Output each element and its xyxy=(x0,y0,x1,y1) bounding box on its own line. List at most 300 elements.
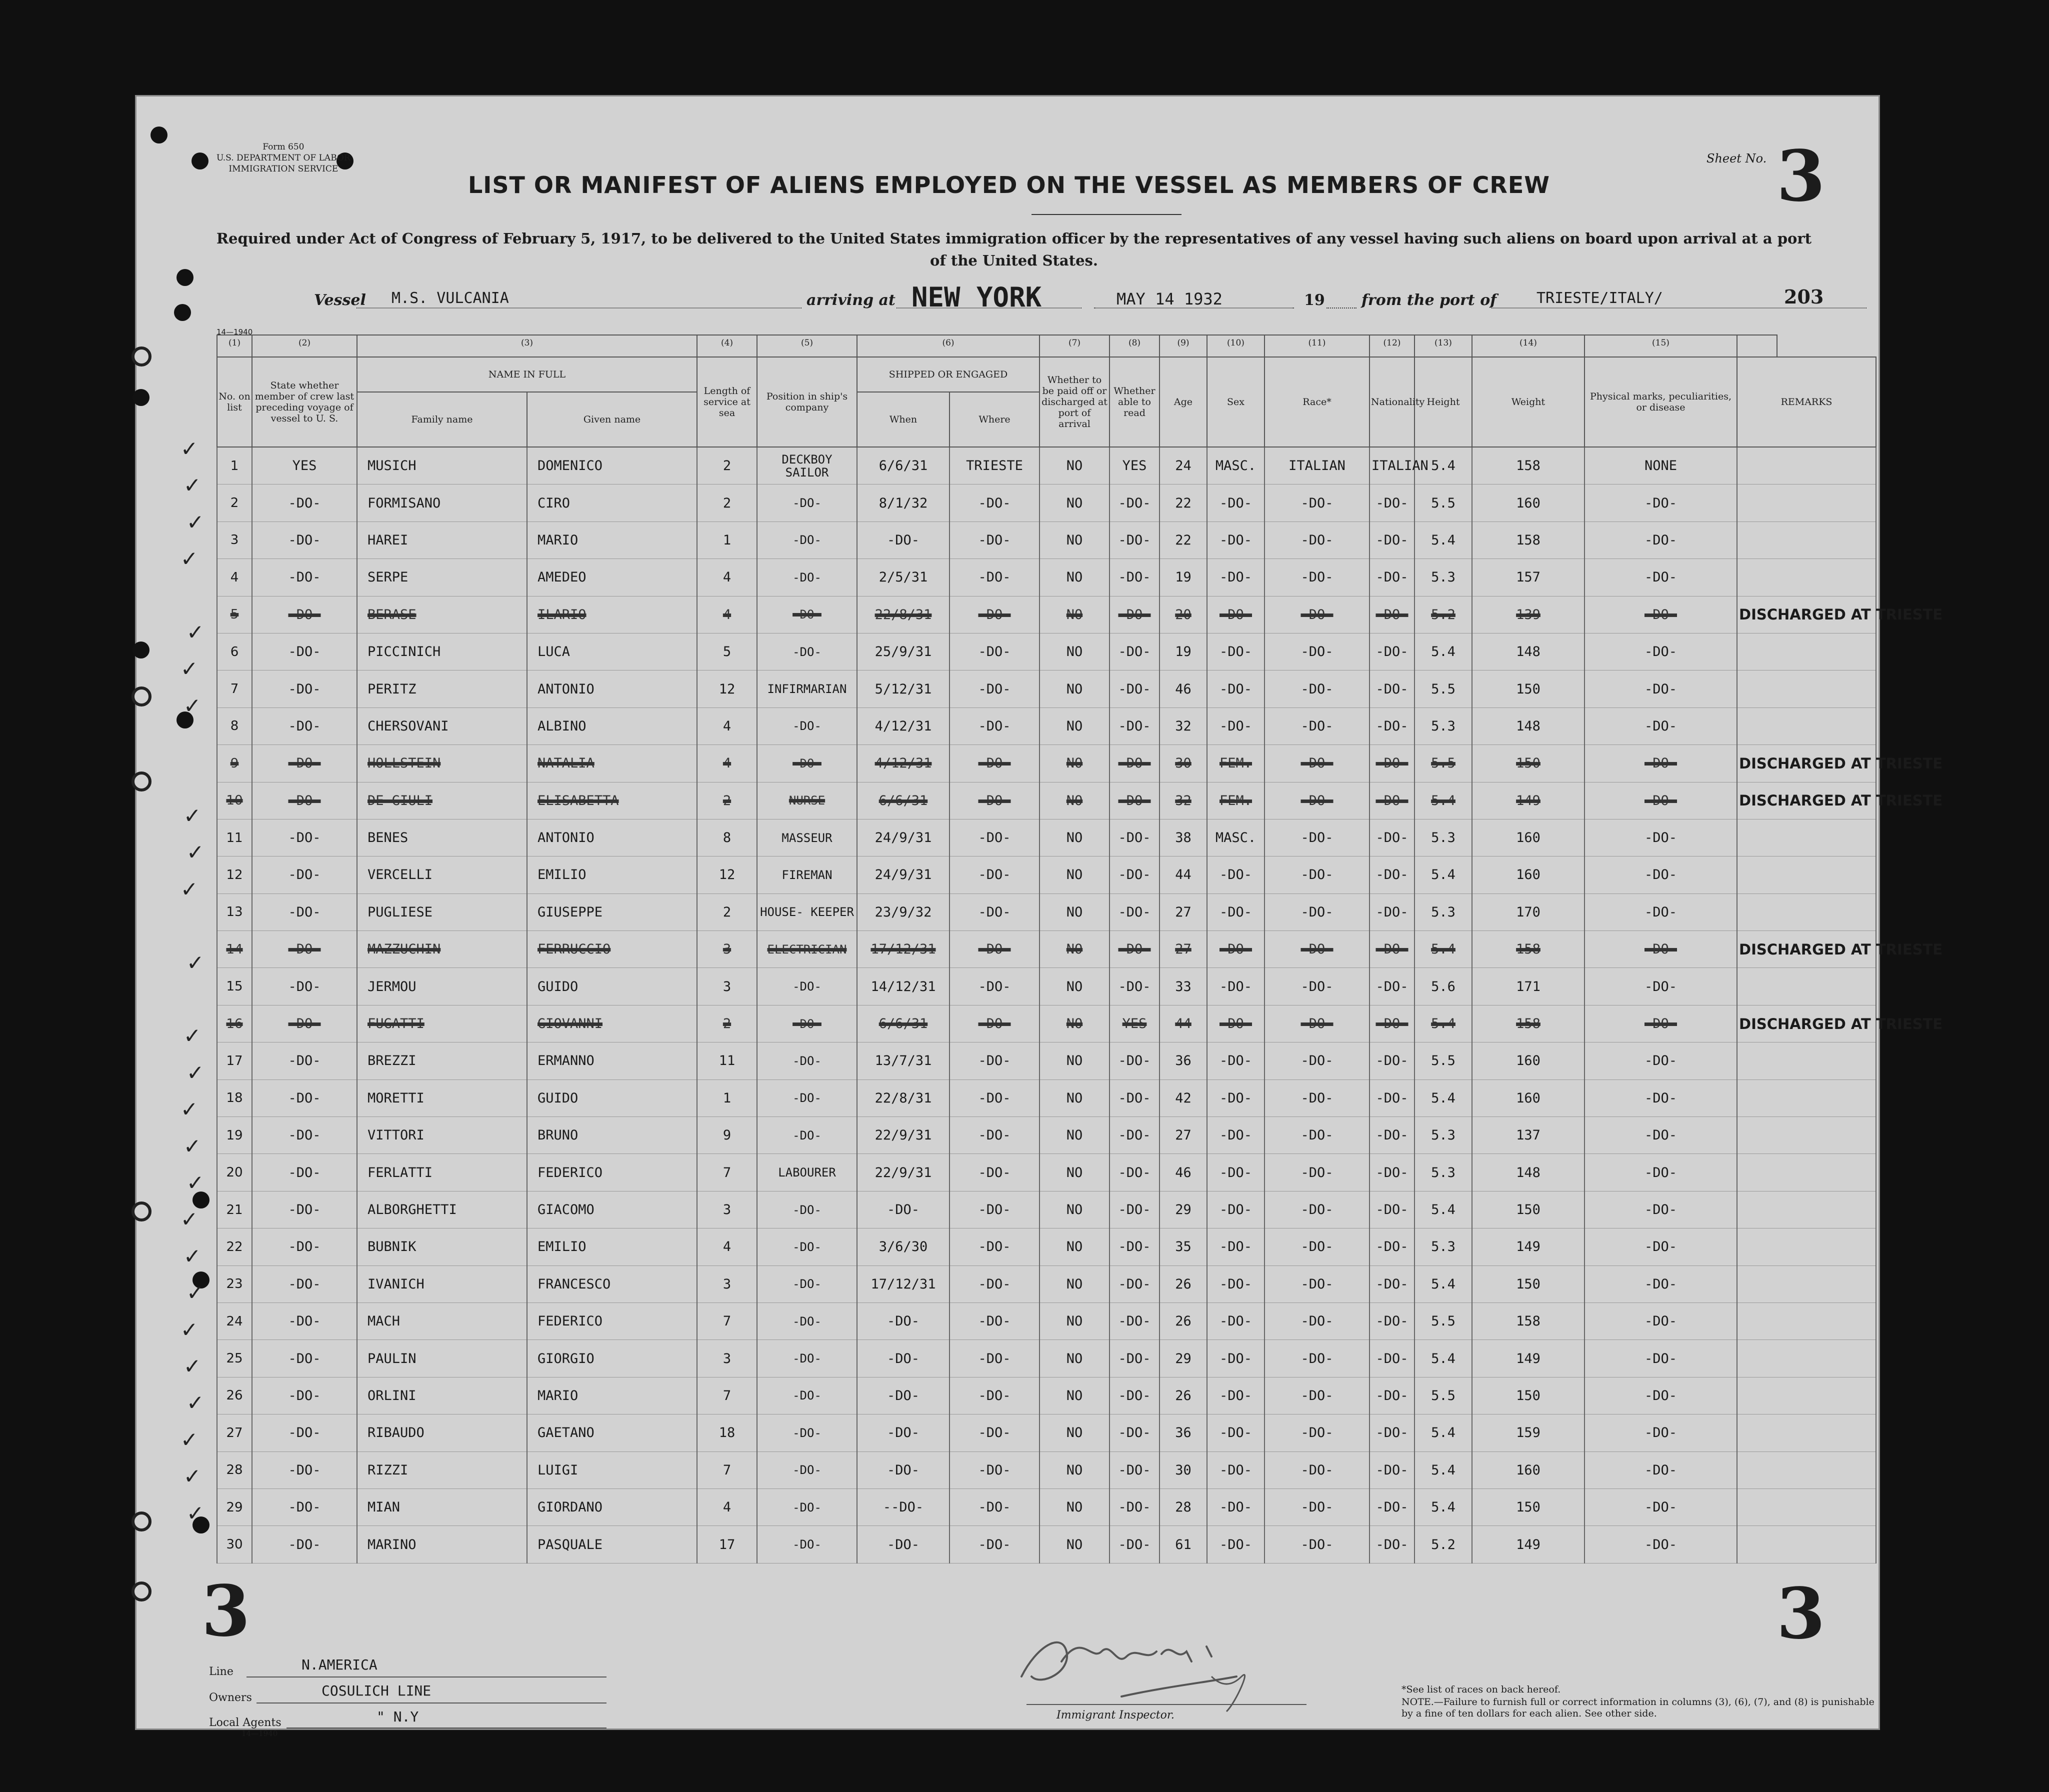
given-name-cell: BRUNO xyxy=(527,1117,697,1154)
check-mark-icon: ✓ xyxy=(180,546,198,572)
height-cell: 5.3 xyxy=(1414,559,1472,596)
page-title: LIST OR MANIFEST OF ALIENS EMPLOYED ON THE VESSEL AS MEMBERS OF CREW xyxy=(468,172,1550,198)
given-name-cell: GIUSEPPE xyxy=(527,894,697,930)
service-length-cell: 4 xyxy=(697,1488,757,1526)
weight-cell: 149 xyxy=(1472,1340,1584,1377)
agents-code: 14—1940 xyxy=(242,1729,278,1738)
table-row xyxy=(217,1414,1876,1452)
able-to-read-cell: -DO- xyxy=(1110,1191,1160,1228)
remarks-cell: DISCHARGED AT TRIESTE xyxy=(1737,596,1876,633)
race-cell: -DO- xyxy=(1264,782,1370,819)
paid-off-cell: NO xyxy=(1040,1526,1110,1563)
check-mark-icon: ✓ xyxy=(180,876,198,902)
nationality-cell: -DO- xyxy=(1370,484,1414,522)
able-to-read-cell: -DO- xyxy=(1110,1117,1160,1154)
position-cell: ELECTRICIAN xyxy=(757,931,857,968)
position-cell: -DO- xyxy=(757,633,857,670)
shipped-where-cell: -DO- xyxy=(950,484,1040,522)
given-name-cell: EMILIO xyxy=(527,1228,697,1266)
column-number: (9) xyxy=(1160,335,1207,357)
table-row xyxy=(217,745,1876,782)
header-length-of-service: Length of service at sea xyxy=(697,357,757,447)
position-cell: -DO- xyxy=(757,1340,857,1377)
shipped-where-cell: TRIESTE xyxy=(950,447,1040,484)
row-number: 3 xyxy=(217,522,252,558)
physical-marks-cell: -DO- xyxy=(1584,596,1737,633)
shipped-where-cell: -DO- xyxy=(950,1452,1040,1488)
remarks-cell xyxy=(1737,447,1876,484)
able-to-read-cell: -DO- xyxy=(1110,1266,1160,1302)
department-name: U.S. DEPARTMENT OF LABOR xyxy=(216,153,350,163)
remarks-cell xyxy=(1737,1340,1876,1377)
sex-cell: FEM. xyxy=(1207,745,1264,782)
sex-cell: -DO- xyxy=(1207,1266,1264,1302)
service-length-cell: 12 xyxy=(697,856,757,894)
punch-hole xyxy=(132,1582,152,1602)
physical-marks-cell: -DO- xyxy=(1584,1340,1737,1377)
shipped-when-cell: 24/9/31 xyxy=(857,819,950,856)
table-row xyxy=(217,559,1876,596)
nationality-cell: -DO- xyxy=(1370,559,1414,596)
column-number-blank xyxy=(1737,335,1777,357)
position-cell: -DO- xyxy=(757,559,857,596)
weight-cell: 158 xyxy=(1472,522,1584,558)
remarks-cell xyxy=(1737,1117,1876,1154)
shipped-where-cell: -DO- xyxy=(950,1005,1040,1042)
table-row xyxy=(217,1266,1876,1302)
position-cell: -DO- xyxy=(757,1414,857,1452)
able-to-read-cell: -DO- xyxy=(1110,522,1160,558)
remarks-cell xyxy=(1737,1488,1876,1526)
sex-cell: -DO- xyxy=(1207,559,1264,596)
previous-voyage-cell: -DO- xyxy=(252,1340,357,1377)
height-cell: 5.3 xyxy=(1414,819,1472,856)
physical-marks-cell: -DO- xyxy=(1584,1191,1737,1228)
shipped-when-cell: 25/9/31 xyxy=(857,633,950,670)
nationality-cell: -DO- xyxy=(1370,522,1414,558)
shipped-when-cell: 6/6/31 xyxy=(857,447,950,484)
service-length-cell: 7 xyxy=(697,1452,757,1488)
shipped-where-cell: -DO- xyxy=(950,1266,1040,1302)
race-cell: -DO- xyxy=(1264,1340,1370,1377)
service-length-cell: 4 xyxy=(697,596,757,633)
family-name-cell: FERLATTI xyxy=(357,1154,527,1191)
age-cell: 26 xyxy=(1160,1266,1207,1302)
check-mark-icon: ✓ xyxy=(184,1024,202,1048)
able-to-read-cell: -DO- xyxy=(1110,782,1160,819)
nationality-cell: -DO- xyxy=(1370,745,1414,782)
header-sex: Sex xyxy=(1207,357,1264,447)
family-name-cell: JERMOU xyxy=(357,968,527,1005)
remarks-cell xyxy=(1737,1042,1876,1080)
position-cell: NURSE xyxy=(757,782,857,819)
able-to-read-cell: -DO- xyxy=(1110,1488,1160,1526)
physical-marks-cell: -DO- xyxy=(1584,931,1737,968)
header-height: Height xyxy=(1414,357,1472,447)
paid-off-cell: NO xyxy=(1040,1266,1110,1302)
age-cell: 22 xyxy=(1160,484,1207,522)
weight-cell: 160 xyxy=(1472,1042,1584,1080)
age-cell: 29 xyxy=(1160,1191,1207,1228)
weight-cell: 150 xyxy=(1472,1191,1584,1228)
remarks-cell xyxy=(1737,1154,1876,1191)
sex-cell: -DO- xyxy=(1207,1005,1264,1042)
remarks-cell xyxy=(1737,1266,1876,1302)
check-mark-icon: ✓ xyxy=(186,950,204,975)
check-mark-icon: ✓ xyxy=(180,656,198,682)
shipped-where-cell: -DO- xyxy=(950,522,1040,558)
height-cell: 5.4 xyxy=(1414,447,1472,484)
previous-voyage-cell: -DO- xyxy=(252,819,357,856)
line-underline xyxy=(246,1676,606,1678)
header-weight: Weight xyxy=(1472,357,1584,447)
header-previous-voyage: State whether member of crew last preceding voyage of vessel to U. S. xyxy=(252,357,357,447)
remarks-cell xyxy=(1737,1080,1876,1116)
family-name-cell: MUSICH xyxy=(357,447,527,484)
previous-voyage-cell: -DO- xyxy=(252,1117,357,1154)
sex-cell: -DO- xyxy=(1207,1377,1264,1414)
paid-off-cell: NO xyxy=(1040,1414,1110,1452)
able-to-read-cell: -DO- xyxy=(1110,1377,1160,1414)
family-name-cell: HAREI xyxy=(357,522,527,558)
paid-off-cell: NO xyxy=(1040,968,1110,1005)
physical-marks-cell: -DO- xyxy=(1584,819,1737,856)
age-cell: 30 xyxy=(1160,1452,1207,1488)
from-label: from the port of xyxy=(1362,292,1497,309)
column-number: (15) xyxy=(1584,335,1737,357)
header-able-to-read: Whether able to read xyxy=(1110,357,1160,447)
weight-cell: 158 xyxy=(1472,1005,1584,1042)
table-row xyxy=(217,1005,1876,1042)
family-name-cell: CHERSOVANI xyxy=(357,708,527,744)
column-number: (10) xyxy=(1207,335,1264,357)
race-cell: -DO- xyxy=(1264,670,1370,708)
table-row xyxy=(217,1302,1876,1340)
arrival-date: MAY 14 1932 xyxy=(1116,290,1222,308)
remarks-cell xyxy=(1737,708,1876,744)
physical-marks-cell: -DO- xyxy=(1584,670,1737,708)
row-number: 9 xyxy=(217,745,252,782)
shipped-when-cell: --DO- xyxy=(857,1488,950,1526)
height-cell: 5.2 xyxy=(1414,1526,1472,1563)
table-row xyxy=(217,596,1876,633)
height-cell: 5.2 xyxy=(1414,596,1472,633)
height-cell: 5.4 xyxy=(1414,856,1472,894)
physical-marks-cell: -DO- xyxy=(1584,1414,1737,1452)
row-number: 24 xyxy=(217,1302,252,1340)
punch-hole xyxy=(132,1202,152,1222)
weight-cell: 150 xyxy=(1472,1266,1584,1302)
form-code: 14—1940 xyxy=(216,328,253,336)
service-length-cell: 2 xyxy=(697,1005,757,1042)
arrival-port: NEW YORK xyxy=(912,282,1042,313)
physical-marks-cell: -DO- xyxy=(1584,1154,1737,1191)
table-row xyxy=(217,633,1876,670)
able-to-read-cell: -DO- xyxy=(1110,1154,1160,1191)
weight-cell: 158 xyxy=(1472,931,1584,968)
header-nationality: Nationality xyxy=(1370,357,1414,447)
given-name-cell: NATALIA xyxy=(527,745,697,782)
able-to-read-cell: -DO- xyxy=(1110,1340,1160,1377)
weight-cell: 150 xyxy=(1472,670,1584,708)
sex-cell: -DO- xyxy=(1207,1526,1264,1563)
age-cell: 19 xyxy=(1160,559,1207,596)
age-cell: 30 xyxy=(1160,745,1207,782)
nationality-cell: -DO- xyxy=(1370,1526,1414,1563)
table-row xyxy=(217,1042,1876,1080)
paid-off-cell: NO xyxy=(1040,670,1110,708)
position-cell: FIREMAN xyxy=(757,856,857,894)
row-number: 26 xyxy=(217,1377,252,1414)
weight-cell: 139 xyxy=(1472,596,1584,633)
remarks-cell xyxy=(1737,968,1876,1005)
shipped-where-cell: -DO- xyxy=(950,1228,1040,1266)
table-row xyxy=(217,1080,1876,1116)
height-cell: 5.5 xyxy=(1414,484,1472,522)
physical-marks-cell: -DO- xyxy=(1584,782,1737,819)
weight-cell: 150 xyxy=(1472,745,1584,782)
position-cell: -DO- xyxy=(757,484,857,522)
sex-cell: -DO- xyxy=(1207,708,1264,744)
page-number: 203 xyxy=(1784,286,1824,308)
age-cell: 20 xyxy=(1160,596,1207,633)
height-cell: 5.4 xyxy=(1414,782,1472,819)
shipped-when-cell: -DO- xyxy=(857,1526,950,1563)
paid-off-cell: NO xyxy=(1040,633,1110,670)
shipped-when-cell: 5/12/31 xyxy=(857,670,950,708)
given-name-cell: FEDERICO xyxy=(527,1302,697,1340)
weight-cell: 148 xyxy=(1472,1154,1584,1191)
punch-hole xyxy=(132,772,152,792)
punch-hole xyxy=(132,346,152,366)
sex-cell: -DO- xyxy=(1207,1452,1264,1488)
height-cell: 5.4 xyxy=(1414,522,1472,558)
year-label: 19 xyxy=(1304,292,1325,309)
crew-table xyxy=(216,334,1943,1564)
position-cell: MASSEUR xyxy=(757,819,857,856)
check-mark-icon: ✓ xyxy=(186,840,204,865)
race-cell: -DO- xyxy=(1264,1488,1370,1526)
form-number: Form 650 xyxy=(262,142,304,152)
table-row xyxy=(217,447,1876,484)
height-cell: 5.3 xyxy=(1414,1154,1472,1191)
check-mark-icon: ✓ xyxy=(184,1244,202,1268)
service-length-cell: 7 xyxy=(697,1377,757,1414)
check-mark-icon: ✓ xyxy=(186,1390,204,1416)
shipped-where-cell: -DO- xyxy=(950,633,1040,670)
check-mark-icon: ✓ xyxy=(180,436,198,461)
given-name-cell: GIORDANO xyxy=(527,1488,697,1526)
table-row xyxy=(217,1191,1876,1228)
header-name-in-full: NAME IN FULL xyxy=(357,357,697,392)
family-name-cell: BREZZI xyxy=(357,1042,527,1080)
table-row xyxy=(217,1452,1876,1488)
shipped-when-cell: 22/9/31 xyxy=(857,1117,950,1154)
previous-voyage-cell: -DO- xyxy=(252,633,357,670)
vessel-name: M.S. VULCANIA xyxy=(392,290,509,307)
physical-marks-cell: -DO- xyxy=(1584,522,1737,558)
height-cell: 5.4 xyxy=(1414,1191,1472,1228)
position-cell: -DO- xyxy=(757,745,857,782)
race-cell: -DO- xyxy=(1264,1266,1370,1302)
row-number: 29 xyxy=(217,1488,252,1526)
service-length-cell: 3 xyxy=(697,968,757,1005)
check-mark-icon: ✓ xyxy=(184,1464,202,1489)
race-cell: -DO- xyxy=(1264,1228,1370,1266)
age-cell: 36 xyxy=(1160,1414,1207,1452)
nationality-cell: -DO- xyxy=(1370,1042,1414,1080)
race-cell: -DO- xyxy=(1264,1117,1370,1154)
physical-marks-cell: -DO- xyxy=(1584,484,1737,522)
race-cell: -DO- xyxy=(1264,1080,1370,1116)
paid-off-cell: NO xyxy=(1040,1191,1110,1228)
remarks-cell xyxy=(1737,1526,1876,1563)
race-cell: -DO- xyxy=(1264,1302,1370,1340)
physical-marks-cell: -DO- xyxy=(1584,1377,1737,1414)
check-mark-icon: ✓ xyxy=(186,1280,204,1306)
shipped-when-cell: 17/12/31 xyxy=(857,1266,950,1302)
row-number: 27 xyxy=(217,1414,252,1452)
row-number: 16 xyxy=(217,1005,252,1042)
given-name-cell: MARIO xyxy=(527,1377,697,1414)
age-cell: 42 xyxy=(1160,1080,1207,1116)
previous-voyage-cell: -DO- xyxy=(252,894,357,930)
able-to-read-cell: -DO- xyxy=(1110,484,1160,522)
race-cell: -DO- xyxy=(1264,819,1370,856)
physical-marks-cell: -DO- xyxy=(1584,708,1737,744)
position-cell: LABOURER xyxy=(757,1154,857,1191)
position-cell: DECKBOY SAILOR xyxy=(757,447,857,484)
family-name-cell: FORMISANO xyxy=(357,484,527,522)
table-row xyxy=(217,484,1876,522)
position-cell: -DO- xyxy=(757,1080,857,1116)
sex-cell: -DO- xyxy=(1207,633,1264,670)
column-number: (3) xyxy=(357,335,697,357)
able-to-read-cell: YES xyxy=(1110,1005,1160,1042)
age-cell: 44 xyxy=(1160,1005,1207,1042)
race-cell: -DO- xyxy=(1264,894,1370,930)
row-number: 17 xyxy=(217,1042,252,1080)
previous-voyage-cell: -DO- xyxy=(252,1377,357,1414)
weight-cell: 160 xyxy=(1472,1452,1584,1488)
sex-cell: -DO- xyxy=(1207,856,1264,894)
age-cell: 19 xyxy=(1160,633,1207,670)
shipped-where-cell: -DO- xyxy=(950,1154,1040,1191)
age-cell: 35 xyxy=(1160,1228,1207,1266)
able-to-read-cell: -DO- xyxy=(1110,819,1160,856)
race-cell: -DO- xyxy=(1264,1154,1370,1191)
nationality-cell: -DO- xyxy=(1370,894,1414,930)
remarks-cell xyxy=(1737,1452,1876,1488)
sex-cell: -DO- xyxy=(1207,670,1264,708)
height-cell: 5.5 xyxy=(1414,670,1472,708)
header-when: When xyxy=(857,392,950,447)
weight-cell: 150 xyxy=(1472,1377,1584,1414)
service-length-cell: 1 xyxy=(697,522,757,558)
row-number: 8 xyxy=(217,708,252,744)
shipped-where-cell: -DO- xyxy=(950,708,1040,744)
table-row xyxy=(217,1488,1876,1526)
height-cell: 5.4 xyxy=(1414,1005,1472,1042)
manifest-sheet xyxy=(135,95,1943,1738)
row-number: 5 xyxy=(217,596,252,633)
nationality-cell: -DO- xyxy=(1370,1377,1414,1414)
shipped-where-cell: -DO- xyxy=(950,596,1040,633)
nationality-cell: -DO- xyxy=(1370,782,1414,819)
family-name-cell: SERPE xyxy=(357,559,527,596)
able-to-read-cell: -DO- xyxy=(1110,1526,1160,1563)
row-number: 22 xyxy=(217,1228,252,1266)
owners-label: Owners xyxy=(209,1692,252,1704)
able-to-read-cell: -DO- xyxy=(1110,1042,1160,1080)
previous-voyage-cell: -DO- xyxy=(252,1080,357,1116)
service-length-cell: 18 xyxy=(697,1414,757,1452)
height-cell: 5.5 xyxy=(1414,745,1472,782)
sex-cell: FEM. xyxy=(1207,782,1264,819)
sex-cell: -DO- xyxy=(1207,1340,1264,1377)
race-cell: -DO- xyxy=(1264,484,1370,522)
remarks-cell xyxy=(1737,819,1876,856)
nationality-cell: -DO- xyxy=(1370,670,1414,708)
family-name-cell: FUGATTI xyxy=(357,1005,527,1042)
punch-hole xyxy=(132,642,150,658)
nationality-cell: -DO- xyxy=(1370,819,1414,856)
age-cell: 28 xyxy=(1160,1488,1207,1526)
sex-cell: MASC. xyxy=(1207,819,1264,856)
given-name-cell: LUIGI xyxy=(527,1452,697,1488)
check-mark-icon: ✓ xyxy=(180,1207,198,1232)
family-name-cell: BUBNIK xyxy=(357,1228,527,1266)
column-number: (8) xyxy=(1110,335,1160,357)
service-length-cell: 12 xyxy=(697,670,757,708)
physical-marks-cell: -DO- xyxy=(1584,1080,1737,1116)
given-name-cell: FEDERICO xyxy=(527,1154,697,1191)
header-age: Age xyxy=(1160,357,1207,447)
service-length-cell: 4 xyxy=(697,745,757,782)
agents-value: " N.Y xyxy=(376,1708,419,1725)
paid-off-cell: NO xyxy=(1040,1080,1110,1116)
nationality-cell: -DO- xyxy=(1370,1340,1414,1377)
previous-voyage-cell: -DO- xyxy=(252,1154,357,1191)
remarks-cell xyxy=(1737,484,1876,522)
inspector-underline xyxy=(1026,1704,1306,1705)
age-cell: 46 xyxy=(1160,670,1207,708)
remarks-cell xyxy=(1737,856,1876,894)
shipped-when-cell: -DO- xyxy=(857,522,950,558)
physical-marks-cell: -DO- xyxy=(1584,633,1737,670)
row-number: 18 xyxy=(217,1080,252,1116)
sex-cell: -DO- xyxy=(1207,1302,1264,1340)
position-cell: HOUSE- KEEPER xyxy=(757,894,857,930)
owners-underline xyxy=(256,1702,606,1704)
paid-off-cell: NO xyxy=(1040,1377,1110,1414)
header-position: Position in ship's company xyxy=(757,357,857,447)
service-length-cell: 3 xyxy=(697,1340,757,1377)
family-name-cell: HOLLSTEIN xyxy=(357,745,527,782)
race-cell: -DO- xyxy=(1264,1042,1370,1080)
nationality-cell: ITALIAN xyxy=(1370,447,1414,484)
height-cell: 5.3 xyxy=(1414,708,1472,744)
age-cell: 22 xyxy=(1160,522,1207,558)
title-divider xyxy=(1032,214,1182,215)
shipped-when-cell: 4/12/31 xyxy=(857,708,950,744)
family-name-cell: DE GIULI xyxy=(357,782,527,819)
shipped-when-cell: 22/8/31 xyxy=(857,596,950,633)
given-name-cell: GIORGIO xyxy=(527,1340,697,1377)
punch-hole xyxy=(192,152,208,170)
punch-hole xyxy=(150,126,168,144)
weight-cell: 158 xyxy=(1472,447,1584,484)
